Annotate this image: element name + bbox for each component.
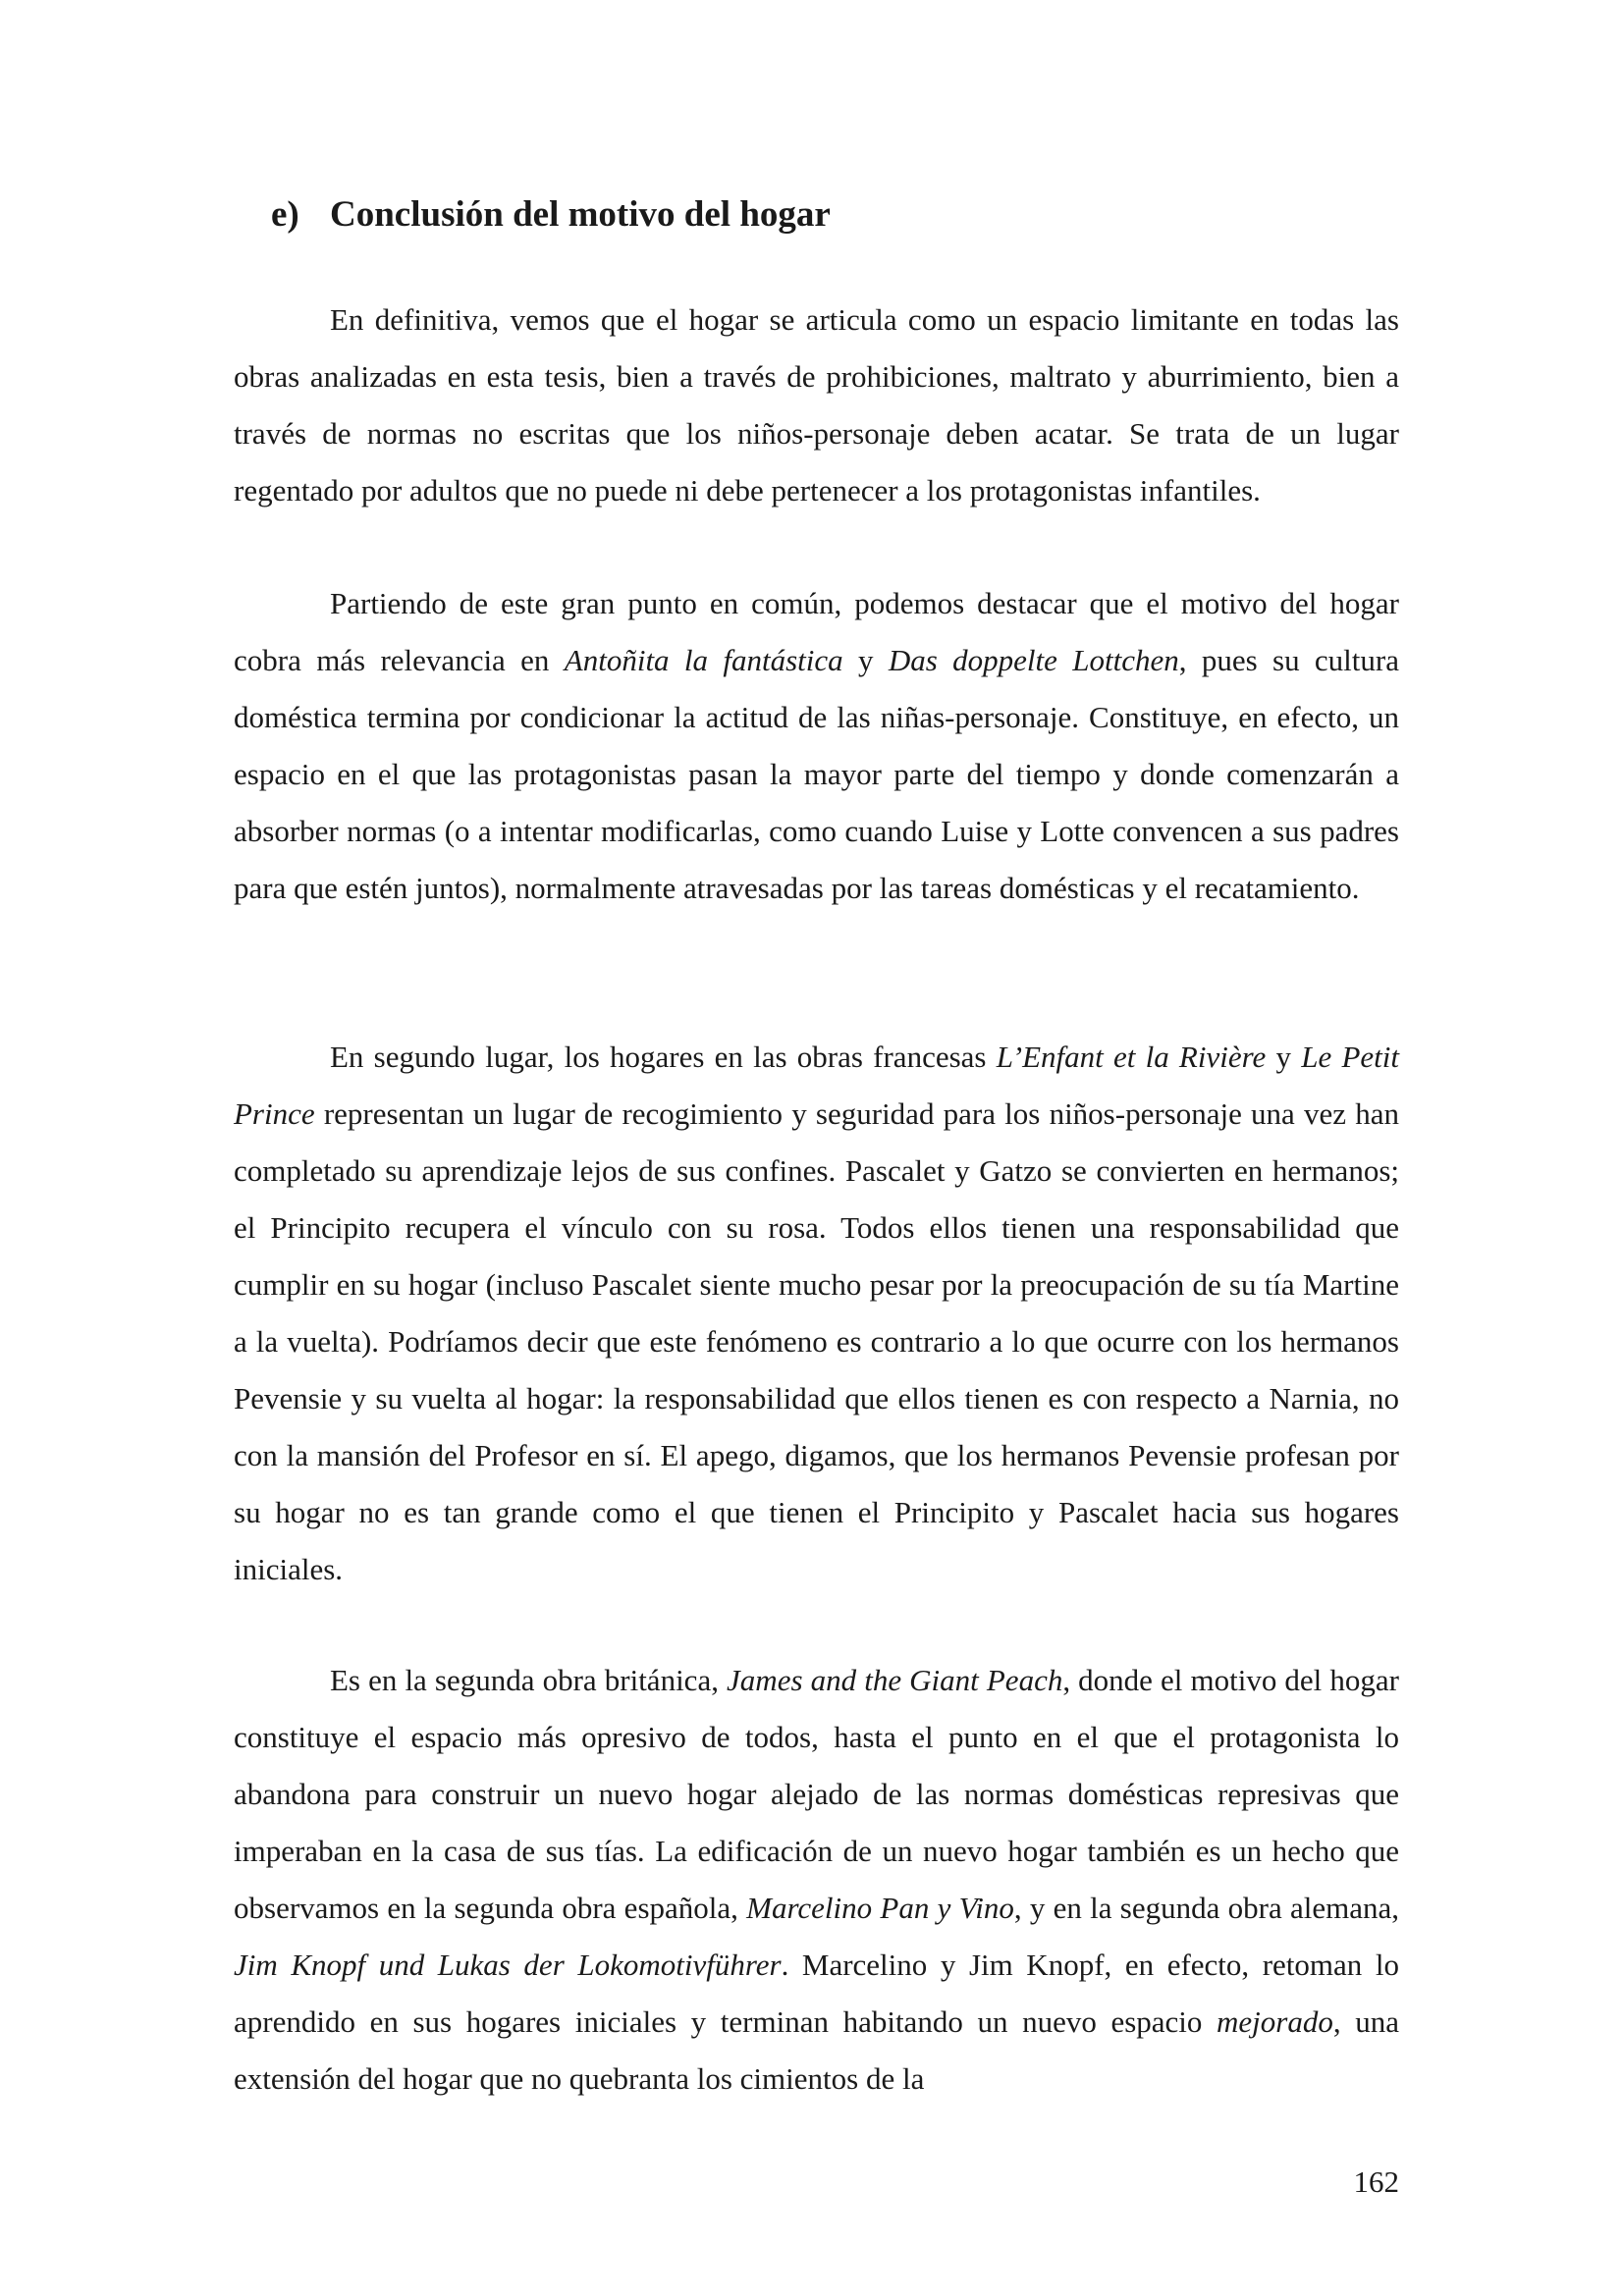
section-marker: e) [271, 194, 299, 235]
paragraph-1 [234, 292, 1399, 519]
paragraph-3 [234, 1029, 1399, 1598]
paragraph-text: . Marcelino y Jim Knopf, en efecto, retoman lo aprendido en sus hogares iniciales y terminan habitando un nuevo espacio [234, 1948, 1399, 2039]
paragraph-4 [234, 1652, 1399, 2108]
work-title: Antoñita la fantástica [564, 643, 843, 677]
work-title: Le Petit Prince [234, 1040, 1400, 1131]
paragraph-2 [234, 575, 1399, 917]
section-heading [271, 189, 831, 240]
paragraph-text: Partiendo de este gran punto en común, podemos destacar que el motivo del hogar cobra más relevancia en [234, 586, 1399, 677]
paragraph-text: Es en la segunda obra británica, [330, 1663, 728, 1697]
paragraph-text: En definitiva, vemos que el hogar se articula como un espacio limitante en todas las obras analizadas en esta tesis, bien a través de prohibiciones, maltrato y aburrimiento, bien a través de normas no escritas que los niños-personaje deben acatar. Se trata de un lugar regentado por adultos que no puede ni debe pertenecer a los protagonistas infantiles. [234, 302, 1399, 507]
paragraph-text: En segundo lugar, los hogares en las obras francesas [330, 1040, 997, 1074]
work-title: Das doppelte Lottchen [888, 643, 1179, 677]
paragraph-text: , una extensión del hogar que no quebranta los cimientos de la [234, 2004, 1399, 2096]
work-title: Marcelino Pan y Vino [746, 1891, 1014, 1925]
paragraph-text: y [842, 643, 889, 677]
paragraph-text: y [1266, 1040, 1302, 1074]
section-title: Conclusión del motivo del hogar [330, 194, 831, 235]
emphasis: mejorado [1217, 2004, 1333, 2039]
paragraph-text: , y en la segunda obra alemana, [1013, 1891, 1399, 1925]
work-title: L’Enfant et la Rivière [996, 1040, 1267, 1074]
page-number: 162 [1353, 2164, 1399, 2199]
paragraph-text: , pues su cultura doméstica termina por condicionar la actitud de las niñas-personaje. Constituye, en efecto, un espacio en el que las protagonistas pasan la mayor parte del tiempo y donde comenzarán a absorber normas (o a intentar modificarlas, como cuando Luise y Lotte convencen a sus padres para que estén juntos), normalmente atravesadas por las tareas domésticas y el recatamiento. [234, 643, 1399, 905]
work-title: Jim Knopf und Lukas der Lokomotivführer [234, 1948, 782, 1982]
work-title: James and the Giant Peach [727, 1663, 1063, 1697]
paragraph-text: representan un lugar de recogimiento y seguridad para los niños-personaje una vez han completado su aprendizaje lejos de sus confines. Pascalet y Gatzo se convierten en hermanos; el Principito recupera el vínculo con su rosa. Todos ellos tienen una responsabilidad que cumplir en su hogar (incluso Pascalet siente mucho pesar por la preocupación de su tía Martine a la vuelta). Podríamos decir que este fenómeno es contrario a lo que ocurre con los hermanos Pevensie y su vuelta al hogar: la responsabilidad que ellos tienen es con respecto a Narnia, no con la mansión del Profesor en sí. El apego, digamos, que los hermanos Pevensie profesan por su hogar no es tan grande como el que tienen el Principito y Pascalet hacia sus hogares iniciales. [234, 1096, 1399, 1586]
paragraph-text: , donde el motivo del hogar constituye el espacio más opresivo de todos, hasta el punto en el que el protagonista lo abandona para construir un nuevo hogar alejado de las normas domésticas represivas que imperaban en la casa de sus tías. La edificación de un nuevo hogar también es un hecho que observamos en la segunda obra española, [234, 1663, 1399, 1925]
